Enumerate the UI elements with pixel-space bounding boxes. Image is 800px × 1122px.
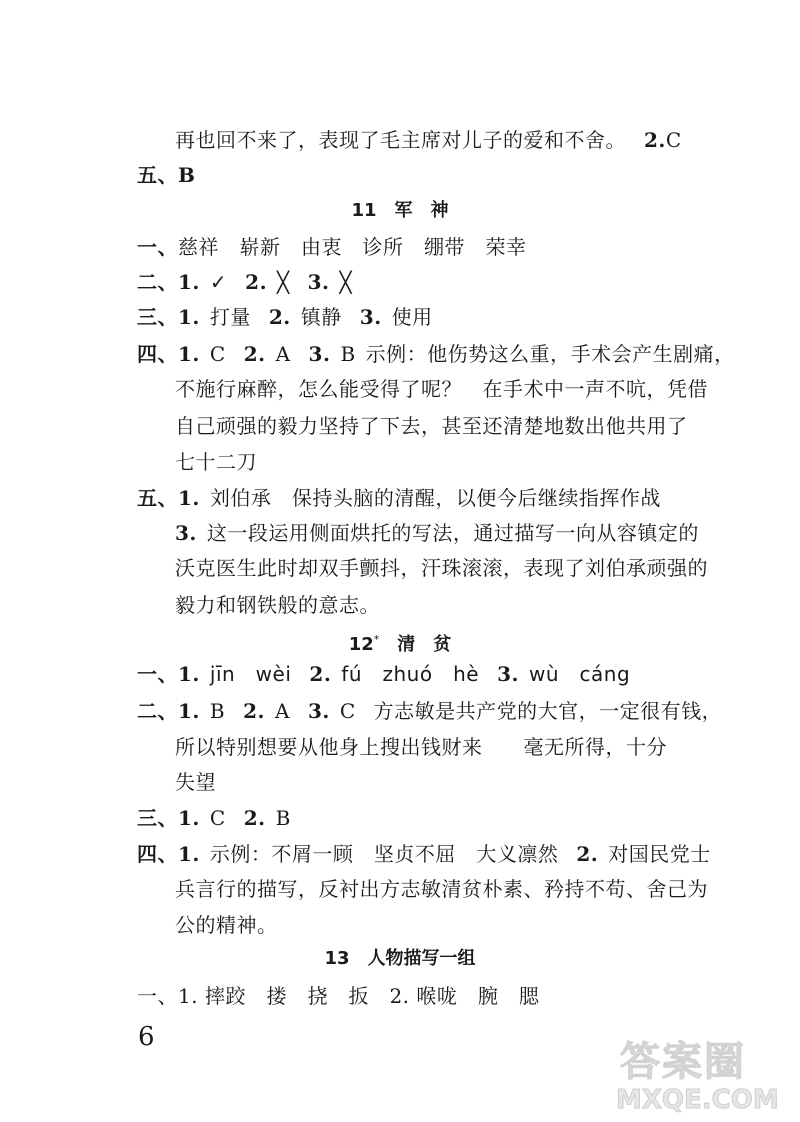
answer-text: 不施行麻醉，怎么能受得了呢？ 在手术中一声不吭，凭借 [175,377,708,401]
answer-line-23 [175,911,278,939]
answer-line-4 [137,233,527,261]
question-number: 2. [245,270,268,294]
question-number: 2. [243,342,266,366]
answer-line-5 [137,268,352,296]
answer-text: 失望 [175,770,216,794]
question-number: 1. [178,342,200,366]
answer-line-16 [137,660,630,688]
answer-line-19 [175,768,216,796]
answer-line-25 [137,982,539,1010]
section-title-13: 13 人物描写一组 [324,948,476,969]
answer-text: 镇静 [300,305,342,329]
answer-text: 刘伯承 保持头脑的清醒，以便今后继续指挥作战 [209,486,661,510]
answer-line-13 [175,554,708,582]
section-title-12 [0,627,800,658]
answer-line-11 [137,484,661,512]
answer-line-12 [175,519,699,547]
answer-text: 方志敏是共产党的大官，一定很有钱， [373,699,723,723]
answer-line-10 [175,448,257,476]
answer-choice: B [340,342,356,366]
answer-line-9 [175,412,688,440]
answer-choice: C [339,699,356,723]
question-number: 1. [178,699,200,723]
answer-line-2 [137,161,195,189]
question-number: 2. [644,128,666,152]
optional-star: * [373,633,380,646]
answer-text: 再也回不来了，表现了毛主席对儿子的爱和不舍。 [175,128,626,152]
section-marker: 二、 [137,699,178,723]
question-number: 1. [178,842,200,866]
answer-text: 毅力和钢铁般的意志。 [175,593,380,617]
question-number: 2. [243,699,265,723]
answer-choice: A [275,342,291,366]
answer-line-6 [137,303,433,331]
answer-line-21 [137,840,711,868]
answer-line-17 [137,697,722,725]
lesson-number: 12 [348,634,374,655]
answer-line-22 [175,875,708,903]
answer-text: 沃克医生此时却双手颤抖，汗珠滚滚，表现了刘伯承顽强的 [175,556,708,580]
answer-text: 自己顽强的毅力坚持了下去，甚至还清楚地数出他共用了 [175,414,688,438]
question-number: 1. [178,305,200,329]
question-number: 3. [497,662,519,686]
question-number: 3. [307,699,330,723]
question-number: 1. [178,662,200,686]
answer-choice: C [665,128,682,152]
page-number: 6 [138,1022,155,1052]
answer-line-18 [175,733,667,761]
question-number: 2. [268,305,291,329]
pinyin-text: fú zhuó hè [341,662,480,686]
answer-text: 使用 [391,305,433,329]
question-number: 3. [175,521,197,545]
question-number: 1. [178,486,200,510]
answer-line-8 [175,375,708,403]
section-marker: 四、 [137,342,178,366]
question-number: 1. [178,806,200,830]
answer-line-20 [137,804,291,832]
answer-line-1 [175,126,682,154]
question-number: 2. [243,806,266,830]
answer-text: 所以特别想要从他身上搜出钱财来 毫无所得，十分 [175,735,667,759]
answer-text: 示例：不屑一顾 坚贞不屈 大义凛然 [209,842,559,866]
pinyin-text: jīn wèi [209,662,292,686]
section-marker: 四、 [137,842,178,866]
question-number: 1. [178,270,200,294]
watermark-title: 答案圈 [620,1039,746,1085]
answer-text: 打量 [209,305,251,329]
section-title-11: 11 军 神 [351,200,449,221]
section-marker: 三、 [137,806,178,830]
answer-line-7 [137,340,735,368]
watermark-url: MXQE.COM [616,1085,779,1115]
answer-choice: B [209,699,226,723]
pinyin-text: wù cáng [528,662,631,686]
answer-text: 示例：他伤势这么重，手术会产生剧痛， [365,342,735,366]
question-number: 2. [576,842,599,866]
watermark-logo [614,1040,792,1116]
question-number: 3. [359,305,382,329]
question-number: 3. [307,270,330,294]
answer-text: 五、B [137,163,196,187]
lesson-name: 清 贫 [397,634,452,655]
answer-choice: C [209,806,226,830]
check-mark: ✓ [209,270,228,294]
answer-text: 七十二刀 [175,450,257,474]
answer-choice: B [275,806,291,830]
section-marker: 一、 [137,662,178,686]
answer-text: 兵言行的描写，反衬出方志敏清贫朴素、矜持不苟、舍己为 [175,877,708,901]
answer-text: 一、1. 摔跤 搂 挠 扳 2. 喉咙 腕 腮 [137,984,540,1008]
section-marker: 二、 [137,270,178,294]
section-marker: 五、 [137,486,178,510]
cross-mark: ╳ [277,270,290,294]
question-number: 3. [308,342,331,366]
cross-mark: ╳ [339,270,353,294]
section-marker: 三、 [137,305,178,329]
answer-text: 这一段运用侧面烘托的写法，通过描写一向从容镇定的 [206,521,699,545]
answer-text: 对国民党士 [608,842,711,866]
answer-choice: C [209,342,226,366]
section-marker: 一、 [137,235,178,259]
answer-text: 公的精神。 [175,913,278,937]
answer-text: 慈祥 崭新 由衷 诊所 绷带 荣幸 [178,235,527,259]
answer-line-14 [175,591,380,619]
question-number: 2. [309,662,332,686]
answer-choice: A [274,699,290,723]
